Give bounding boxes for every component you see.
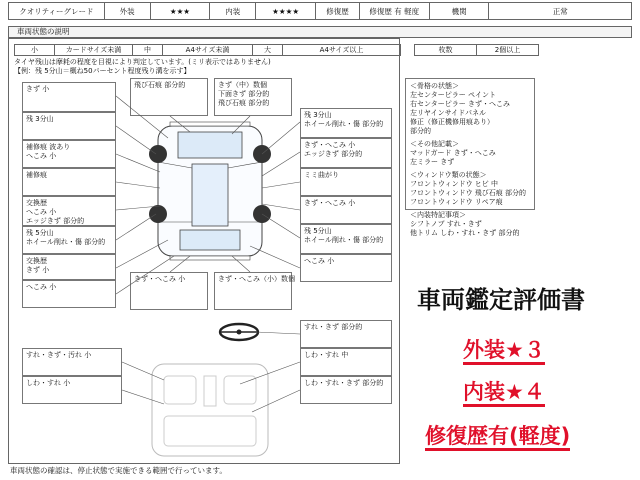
header-cell-exterior-label: 外装 [105, 3, 151, 19]
exterior-rating: 外装★３ [463, 338, 545, 365]
damage-text: へこみ 小 [26, 152, 57, 160]
note-line: フロントウィンドウ ヒビ 中 [410, 180, 499, 188]
interior-rating: 内装★４ [463, 380, 545, 407]
note-line: 他トリム しわ・すれ・きず 部分的 [410, 229, 520, 237]
damage-text: すれ・きず 部分的 [304, 323, 363, 331]
damage-text: 残 3分山 [26, 115, 54, 123]
damage-text: ホイール削れ・傷 部分的 [304, 120, 384, 128]
header-cell-interior-stars: ★★★★ [256, 3, 316, 19]
damage-text: ミミ曲がり [304, 171, 339, 179]
note-line: 左センターピラー ペイント [410, 91, 496, 99]
damage-text: 補修痕 [26, 171, 47, 179]
damage-text: すれ・きず・汚れ 小 [26, 351, 92, 359]
note-line: 部分的 [410, 127, 431, 135]
note-line: 修正（修正機修用痕あり） [410, 118, 494, 126]
damage-text: きず（中）数個 [218, 81, 267, 89]
damage-text: ホイール削れ・傷 部分的 [304, 236, 384, 244]
damage-text: エッジきず 部分的 [304, 150, 363, 158]
note-line: マッドガード きず・へこみ [410, 149, 496, 157]
size-large-desc: A4サイズ以上 [319, 46, 364, 54]
footer-note: 車両状態の確認は、停止状態で実施できる範囲で行っています。 [10, 466, 227, 475]
damage-text: へこみ 小 [26, 208, 57, 216]
damage-text: 飛び石痕 部分的 [218, 99, 270, 107]
count-label: 枚数 [415, 45, 477, 55]
note-line: フロントウィンドウ 飛び石痕 部分的 [410, 189, 527, 197]
damage-text: 残 3分山 [304, 111, 332, 119]
damage-text: 残 5分山 [26, 229, 54, 237]
damage-text: きず 小 [26, 85, 50, 93]
tire-note: タイヤ残山は摩耗の程度を目視により判定しています。(ミリ表示ではありません) [14, 58, 271, 66]
damage-text: きず 小 [26, 266, 50, 274]
tire-example-note: 【例：残 5分山＝概ね50パーセント程度残り溝を示す】 [14, 67, 191, 75]
note-line: 右センターピラー きず・へこみ [410, 100, 510, 108]
header-cell-engine-label: 機関 [430, 3, 490, 19]
damage-text: しわ・すれ・きず 部分的 [304, 379, 384, 387]
note-line: フロントウィンドウ リペア痕 [410, 198, 503, 206]
damage-text: 飛び石痕 部分的 [134, 81, 186, 89]
note-line: ＜内装特記事項＞ [410, 211, 466, 219]
damage-text: 交換歴 [26, 257, 47, 265]
section-title: 車両状態の説明 [8, 26, 632, 38]
size-large-label: 大 [253, 45, 283, 55]
repair-history-label: 修復歴有(軽度) [425, 424, 570, 451]
note-line: ＜骨格の状態＞ [410, 82, 459, 90]
header-cell-repair-value: 修復歴 有 軽度 [360, 3, 430, 19]
count-value: 2個以上 [494, 46, 521, 54]
note-line: 左リヤインサイドパネル [410, 109, 486, 117]
damage-text: エッジきず 部分的 [26, 217, 85, 225]
size-medium-desc: A4サイズ未満 [163, 45, 253, 55]
damage-text: へこみ 小 [304, 257, 335, 265]
damage-text: きず・へこみ（小）数個 [218, 275, 295, 283]
note-line: シフトノブ すれ・きず [410, 220, 482, 228]
header-cell-interior-label: 内装 [210, 3, 256, 19]
damage-text: しわ・すれ 中 [304, 351, 349, 359]
damage-text: へこみ 小 [26, 283, 57, 291]
damage-text: きず・へこみ 小 [134, 275, 186, 283]
header-cell-repair-label: 修復歴 [316, 3, 360, 19]
damage-text: しわ・すれ 小 [26, 379, 71, 387]
damage-text: きず・へこみ 小 [304, 199, 356, 207]
note-line: ＜その他記載＞ [410, 140, 459, 148]
size-medium-label: 中 [133, 45, 163, 55]
header-cell-engine-value: 正常 [552, 6, 568, 16]
damage-text: きず・へこみ 小 [304, 141, 356, 149]
note-line: 左ミラー きず [410, 158, 455, 166]
condition-notes-box [405, 78, 535, 237]
damage-text: 交換歴 [26, 199, 47, 207]
damage-text: 補修痕 波あり [26, 143, 71, 151]
damage-text: 下面きず 部分的 [218, 90, 270, 98]
header-cell-exterior-stars: ★★★ [151, 3, 211, 19]
note-line: ＜ウィンドウ類の状態＞ [410, 171, 487, 179]
appraisal-title: 車両鑑定評価書 [417, 286, 585, 314]
damage-text: 残 5分山 [304, 227, 332, 235]
header-cell-grade-label: クオリティーグレード [9, 3, 105, 19]
damage-text: ホイール削れ・傷 部分的 [26, 238, 106, 246]
size-small-desc: カードサイズ未満 [55, 45, 133, 55]
size-small-label: 小 [15, 45, 55, 55]
